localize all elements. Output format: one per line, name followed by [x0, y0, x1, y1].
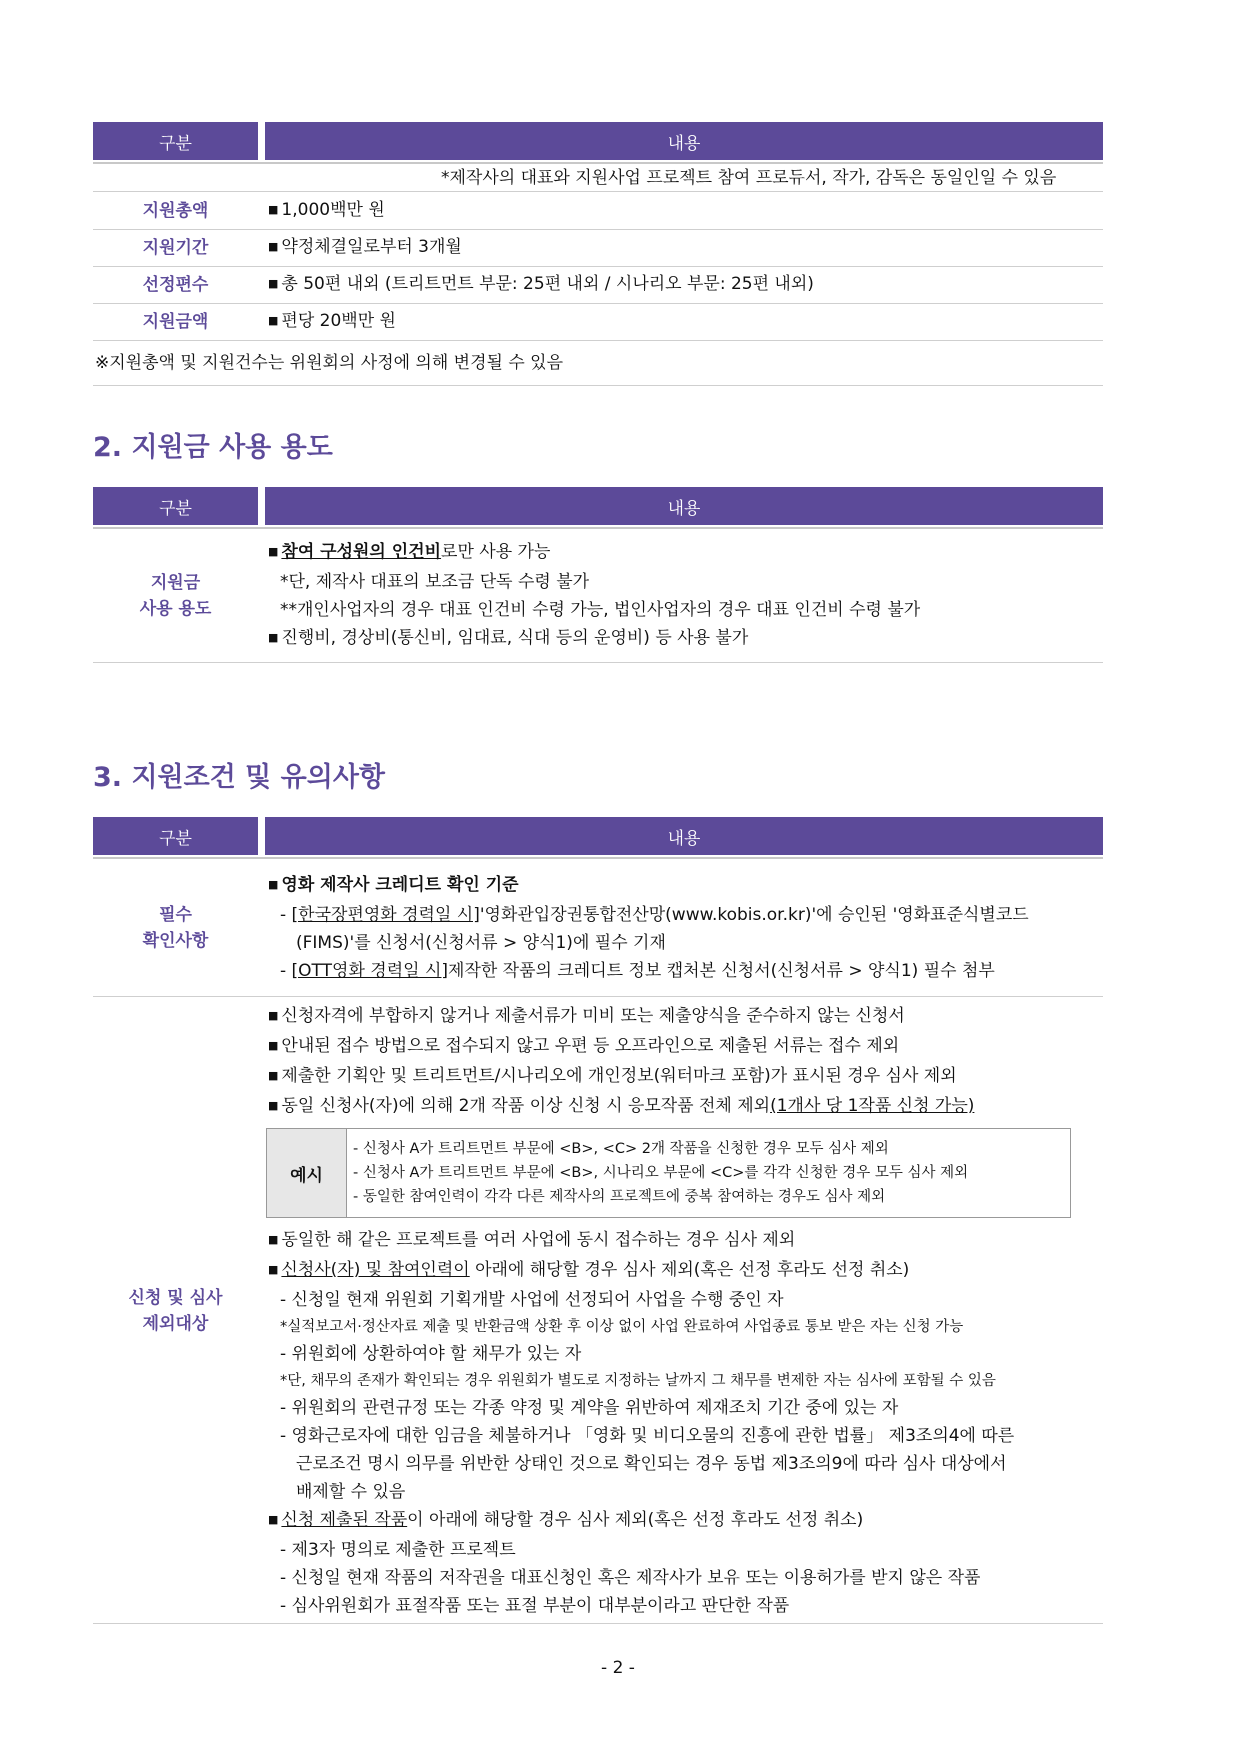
example-label: 예시 [267, 1129, 347, 1217]
exclusion-sub: - 심사위원회가 표절작품 또는 표절 부분이 대부분이라고 판단한 작품 [280, 1596, 790, 1616]
example-line: - 신청사 A가 트리트먼트 부문에 <B>, <C> 2개 작품을 신청한 경우 모두 심사 제외 [353, 1141, 889, 1157]
row-label: 필수 [159, 905, 192, 925]
table-row [93, 304, 1103, 341]
support-note: *제작사의 대표와 지원사업 프로젝트 참여 프로듀서, 작가, 감독은 동일인일 수 있음 [441, 167, 1057, 188]
exclusion-sub: - 영화근로자에 대한 임금을 체불하거나 「영화 및 비디오물의 진흥에 관한 법률」 제3조의4에 따른 [280, 1426, 1015, 1446]
table1-header [93, 122, 1103, 160]
row-value: ■ 편당 20백만 원 [268, 307, 396, 337]
table-row [93, 530, 1103, 663]
row-label: 지원기간 [142, 238, 209, 258]
exclusion-sub: 배제할 수 있음 [296, 1482, 406, 1502]
exclusion-item: ■ 동일 신청사(자)에 의해 2개 작품 이상 신청 시 응모작품 전체 제외(1개사 당 1작품 신청 가능) [268, 1092, 1071, 1122]
table3-header [93, 817, 1103, 855]
divider [93, 527, 1103, 529]
table-row [93, 164, 1103, 192]
header-content: 내용 [265, 487, 1103, 525]
table-footnote-row [93, 341, 1103, 386]
example-line: - 동일한 참여인력이 각각 다른 제작사의 프로젝트에 중복 참여하는 경우도 심사 제외 [353, 1189, 886, 1205]
divider [93, 857, 1103, 859]
exclusion-note: *단, 채무의 존재가 확인되는 경우 위원회가 별도로 지정하는 날까지 그 채무를 변제한 자는 심사에 포함될 수 있음 [280, 1373, 996, 1389]
credit-line: (FIMS)'를 신청서(신청서류 > 양식1)에 필수 기재 [296, 933, 666, 953]
example-line: - 신청사 A가 트리트먼트 부문에 <B>, 시나리오 부문에 <C>를 각각 신청한 경우 모두 심사 제외 [353, 1165, 969, 1181]
table-row [93, 860, 1103, 997]
exclusion-item: ■ 동일한 해 같은 프로젝트를 여러 사업에 동시 접수하는 경우 심사 제외 [268, 1226, 1071, 1256]
credit-line: - [한국장편영화 경력일 시]'영화관입장권통합전산망(www.kobis.or.kr)'에 승인된 '영화표준식별코드 [280, 905, 1029, 925]
header-content: 내용 [265, 122, 1103, 160]
row-label: 지원금 [150, 573, 201, 593]
row-label: 지원총액 [142, 201, 209, 221]
exclusion-item: ■ 신청사(자) 및 참여인력이 아래에 해당할 경우 심사 제외(혹은 선정 후라도 선정 취소) [268, 1256, 1071, 1286]
credit-line: - [OTT영화 경력일 시]제작한 작품의 크레디트 정보 캡처본 신청서(신청서류 > 양식1) 필수 첨부 [280, 961, 995, 981]
section-title: 2. 지원금 사용 용도 [93, 432, 333, 463]
row-value: ■ 총 50편 내외 (트리트먼트 부문: 25편 내외 / 시나리오 부문: 25편 내외) [268, 270, 814, 300]
exclusion-item: ■ 신청 제출된 작품이 아래에 해당할 경우 심사 제외(혹은 선정 후라도 선정 취소) [268, 1506, 1071, 1536]
header-category: 구분 [93, 122, 258, 160]
row-label: 확인사항 [142, 931, 209, 951]
row-label: 신청 및 심사 [128, 1287, 223, 1308]
exclusion-item: ■ 안내된 접수 방법으로 접수되지 않고 우편 등 오프라인으로 제출된 서류는 접수 제외 [268, 1032, 1071, 1062]
page-number: - 2 - [601, 1658, 635, 1678]
table-row [93, 230, 1103, 267]
exclusion-sub: - 제3자 명의로 제출한 프로젝트 [280, 1540, 516, 1560]
example-box [266, 1128, 1071, 1218]
row-label: 사용 용도 [139, 599, 212, 619]
usage-note: **개인사업자의 경우 대표 인건비 수령 가능, 법인사업자의 경우 대표 인건비 수령 불가 [280, 600, 921, 620]
exclusion-sub: - 신청일 현재 위원회 기획개발 사업에 선정되어 사업을 수행 중인 자 [280, 1290, 784, 1310]
credit-criteria-heading: ■ 영화 제작사 크레디트 확인 기준 [268, 871, 1029, 901]
row-value: ■ 1,000백만 원 [268, 196, 385, 226]
table-row [93, 267, 1103, 304]
usage-line: ■ 참여 구성원의 인건비로만 사용 가능 [268, 538, 920, 568]
row-label: 제외대상 [142, 1313, 209, 1334]
table-row [93, 998, 1103, 1624]
exclusion-note: *실적보고서·정산자료 제출 및 반환금액 상환 후 이상 없이 사업 완료하여 사업종료 통보 받은 자는 신청 가능 [280, 1319, 964, 1335]
table-footnote: ※지원총액 및 지원건수는 위원회의 사정에 의해 변경될 수 있음 [95, 353, 564, 373]
section-title: 3. 지원조건 및 유의사항 [93, 762, 385, 793]
header-category: 구분 [93, 487, 258, 525]
exclusion-item: ■ 신청자격에 부합하지 않거나 제출서류가 미비 또는 제출양식을 준수하지 않는 신청서 [268, 1002, 1071, 1032]
exclusion-sub: - 신청일 현재 작품의 저작권을 대표신청인 혹은 제작사가 보유 또는 이용허가를 받지 않은 작품 [280, 1568, 981, 1588]
usage-note: *단, 제작사 대표의 보조금 단독 수령 불가 [280, 572, 590, 592]
table-row [93, 193, 1103, 230]
row-label: 선정편수 [142, 275, 209, 295]
exclusion-sub: 근로조건 명시 의무를 위반한 상태인 것으로 확인되는 경우 동법 제3조의9에 따라 심사 대상에서 [296, 1454, 1007, 1474]
header-content: 내용 [265, 817, 1103, 855]
exclusion-sub: - 위원회에 상환하여야 할 채무가 있는 자 [280, 1344, 582, 1364]
exclusion-sub: - 위원회의 관련규정 또는 각종 약정 및 계약을 위반하여 제재조치 기간 중에 있는 자 [280, 1398, 899, 1418]
usage-line: ■ 진행비, 경상비(통신비, 임대료, 식대 등의 운영비) 등 사용 불가 [268, 624, 920, 654]
table2-header [93, 487, 1103, 525]
row-value: ■ 약정체결일로부터 3개월 [268, 233, 462, 263]
exclusion-item: ■ 제출한 기획안 및 트리트먼트/시나리오에 개인정보(워터마크 포함)가 표시된 경우 심사 제외 [268, 1062, 1071, 1092]
row-label: 지원금액 [142, 312, 209, 332]
header-category: 구분 [93, 817, 258, 855]
